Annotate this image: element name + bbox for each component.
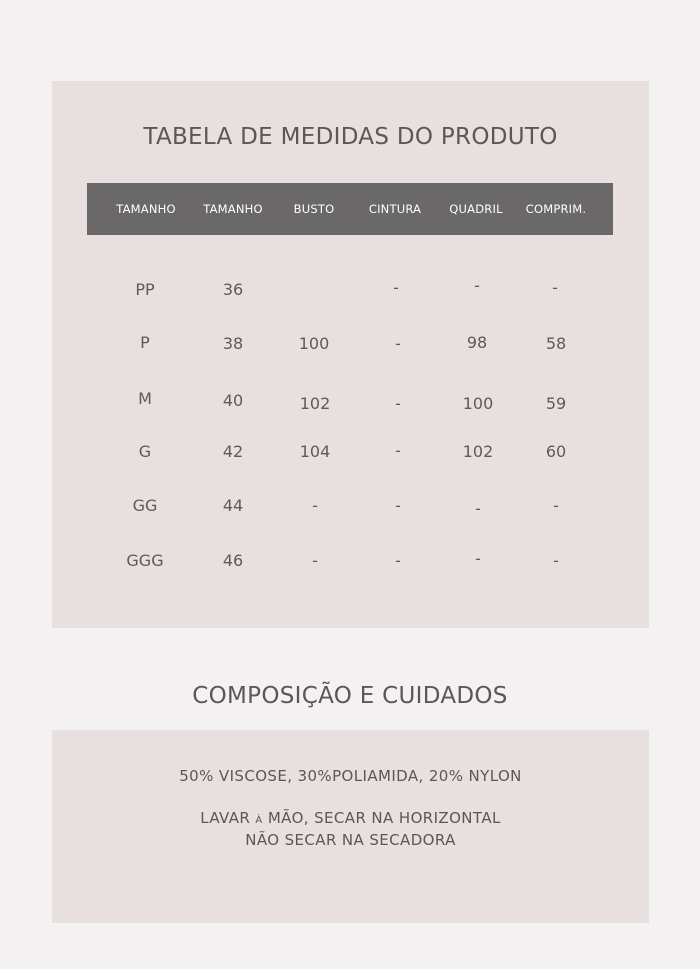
cell-comprimento: 58 bbox=[545, 334, 567, 353]
cell-comprimento: - bbox=[553, 496, 559, 515]
cell-cintura: - bbox=[395, 394, 401, 413]
cell-size: PP bbox=[135, 280, 155, 299]
cell-quadril: - bbox=[474, 276, 480, 295]
header-comprimento: COMPRIM. bbox=[525, 202, 587, 216]
cell-quadril: - bbox=[475, 549, 481, 568]
cell-number: 46 bbox=[222, 551, 244, 570]
cell-busto: - bbox=[312, 551, 318, 570]
cell-size: M bbox=[138, 389, 152, 408]
size-table-title: TABELA DE MEDIDAS DO PRODUTO bbox=[143, 124, 558, 150]
cell-busto: 102 bbox=[299, 394, 331, 413]
header-tamanho-number: TAMANHO bbox=[203, 202, 263, 216]
cell-busto: - bbox=[312, 496, 318, 515]
cell-cintura: - bbox=[395, 334, 401, 353]
size-table-header bbox=[87, 183, 613, 235]
wash-instructions bbox=[52, 809, 649, 827]
cell-number: 42 bbox=[222, 442, 244, 461]
cell-cintura: - bbox=[395, 496, 401, 515]
care-section-title: COMPOSIÇÃO E CUIDADOS bbox=[192, 683, 508, 709]
cell-size: GGG bbox=[126, 551, 164, 570]
header-cintura: CINTURA bbox=[368, 202, 422, 216]
cell-number: 36 bbox=[222, 280, 244, 299]
cell-comprimento: 59 bbox=[545, 394, 567, 413]
cell-busto: 104 bbox=[299, 442, 331, 461]
wash-text-end: MÃO, SECAR NA HORIZONTAL bbox=[267, 809, 501, 827]
cell-quadril: - bbox=[475, 499, 481, 518]
header-quadril: QUADRIL bbox=[449, 202, 503, 216]
cell-quadril: 98 bbox=[466, 333, 488, 352]
cell-size: G bbox=[138, 442, 152, 461]
header-busto: BUSTO bbox=[293, 202, 335, 216]
cell-number: 40 bbox=[222, 391, 244, 410]
cell-quadril: 100 bbox=[462, 394, 494, 413]
cell-busto: 100 bbox=[298, 334, 330, 353]
composition-text: 50% VISCOSE, 30%POLIAMIDA, 20% NYLON bbox=[179, 767, 522, 785]
cell-size: GG bbox=[132, 496, 158, 515]
cell-comprimento: 60 bbox=[545, 442, 567, 461]
cell-number: 38 bbox=[222, 334, 244, 353]
header-tamanho-letter: TAMANHO bbox=[116, 202, 176, 216]
cell-comprimento: - bbox=[553, 551, 559, 570]
cell-size: P bbox=[140, 333, 150, 352]
wash-text-small: À bbox=[255, 815, 263, 826]
cell-cintura: - bbox=[393, 278, 399, 297]
cell-quadril: 102 bbox=[462, 442, 494, 461]
cell-number: 44 bbox=[222, 496, 244, 515]
wash-text-start: LAVAR bbox=[200, 809, 251, 827]
dry-instructions: NÃO SECAR NA SECADORA bbox=[245, 831, 456, 849]
cell-cintura: - bbox=[395, 441, 401, 460]
size-table-panel bbox=[52, 81, 649, 628]
cell-cintura: - bbox=[395, 551, 401, 570]
cell-comprimento: - bbox=[552, 278, 558, 297]
